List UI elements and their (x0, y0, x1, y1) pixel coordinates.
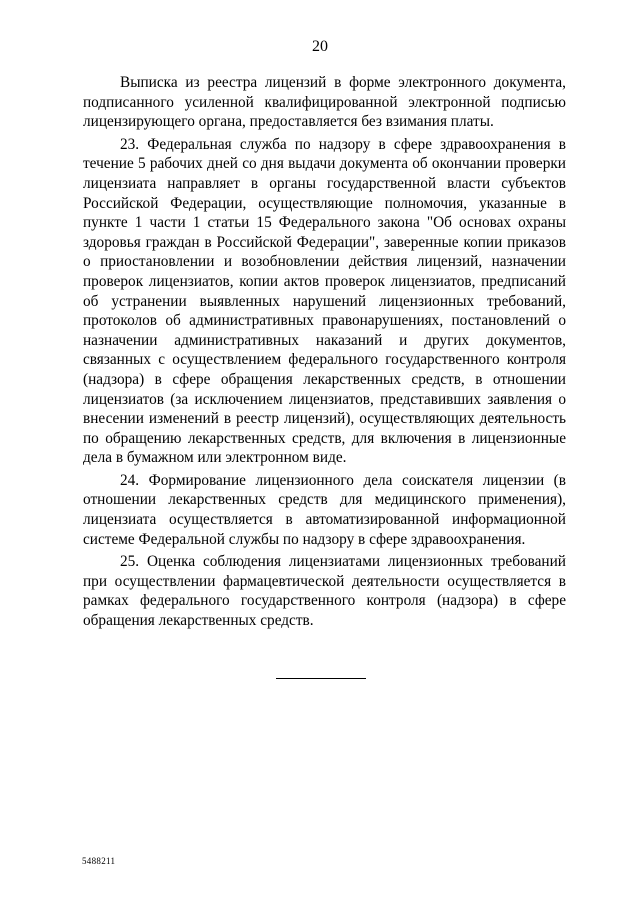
paragraph-24: 24. Формирование лицензионного дела соискателя лицензии (в отношении лекарственных средств для медицинского применения), лицензиата осуществляется в автоматизированной информационной системе Федеральной службы по надзору в сфере здравоохранения. (83, 471, 566, 548)
document-id: 5488211 (82, 856, 116, 866)
document-body (83, 73, 566, 631)
closing-rule (276, 678, 366, 679)
paragraph-25: 25. Оценка соблюдения лицензиатами лицензионных требований при осуществлении фармацевтической деятельности осуществляется в рамках федерального государственного контроля (надзора) в сфере обращения лекарственных средств. (83, 553, 566, 630)
paragraph-license-extract: Выписка из реестра лицензий в форме электронного документа, подписанного усиленной квалифицированной электронной подписью лицензирующего органа, предоставляется без взимания платы. (83, 74, 566, 131)
page-number: 20 (312, 38, 328, 55)
paragraph-23: 23. Федеральная служба по надзору в сфере здравоохранения в течение 5 рабочих дней со дня выдачи документа об окончании проверки лицензиата направляет в органы государственной власти субъектов Российской Федерации, осуществляющие полномочия, указанные в пункте 1 части 1 статьи 15 Федерального закона "Об основах охраны здоровья граждан в Российской Федерации", заверенные копии приказов о приостановлении и возобновлении действия лицензий, назначении проверок лицензиатов, копии актов проверок лицензиатов, предписаний об устранении выявленных нарушений лицензионных требований, протоколов об административных правонарушениях, постановлений о назначении административных наказаний и других документов, связанных с осуществлением федерального государственного контроля (надзора) в сфере обращения лекарственных средств, в отношении лицензиатов (за исключением лицензиатов, представивших заявления о внесении изменений в реестр лицензий), осуществляющих деятельность по обращению лекарственных средств, для включения в лицензионные дела в бумажном или электронном виде. (83, 135, 566, 467)
